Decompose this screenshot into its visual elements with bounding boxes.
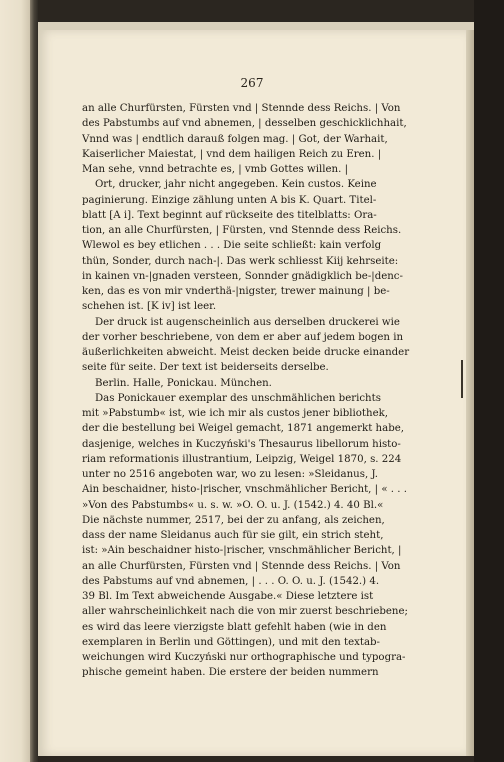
text-line: aller wahrscheinlichkeit nach die von mir zuerst beschriebene; [82, 606, 408, 618]
text-line: schehen ist. [K iv] ist leer. [82, 301, 217, 313]
page-top-edge [38, 22, 474, 30]
text-line: unter no 2516 angeboten war, wo zu lesen: »Sleidanus, J. [82, 469, 378, 480]
text-line: ist: »Ain beschaidner histo-|rischer, vnschmählicher Bericht, | [82, 545, 402, 557]
text-line: es wird das leere vierzigste blatt gefehlt haben (wie in den [82, 621, 387, 633]
text-line: Ain beschaidner, histo-|rischer, vnschmählicher Bericht, | « . . . [82, 484, 407, 496]
text-line: der die bestellung bei Weigel gemacht, 1871 angemerkt habe, [82, 423, 404, 435]
text-line: 39 Bl. Im Text abweichende Ausgabe.« Diese letztere ist [82, 591, 374, 602]
text-line: des Pabstums auf vnd abnemen, | . . . O. O. u. J. (1542.) 4. [82, 575, 380, 587]
text-line: Berlin. Halle, Ponickau. München. [82, 377, 272, 389]
text-line: dasjenige, welches in Kuczyński's Thesaurus libellorum histo- [82, 438, 401, 450]
text-line: in kainen vn-|gnaden versteen, Sonnder gnädigklich be-|denc- [82, 270, 403, 282]
text-line: mit »Pabstumb« ist, wie ich mir als custos jener bibliothek, [82, 408, 389, 419]
margin-pencil-mark [461, 360, 463, 398]
text-line: des Pabstumbs auf vnd abnemen, | desselben geschicklichhait, [82, 118, 407, 130]
text-line: blatt [A i]. Text beginnt auf rückseite des titelblatts: Ora- [82, 209, 377, 221]
text-line: Der druck ist augenscheinlich aus derselben druckerei wie [82, 316, 400, 328]
text-line: an alle Churfürsten, Fürsten vnd | Stennde dess Reichs. | Von [82, 103, 401, 114]
text-line: thün, Sonder, durch nach-|. Das werk schliesst Kiij kehrseite: [82, 255, 399, 267]
text-line: Vnnd was | endtlich darauß folgen mag. | Got, der Warhait, [82, 133, 388, 145]
text-line: der vorher beschriebene, von dem er aber auf jedem bogen in [82, 331, 404, 343]
text-line: seite für seite. Der text ist beiderseits derselbe. [82, 362, 329, 374]
text-line: Die nächste nummer, 2517, bei der zu anfang, als zeichen, [82, 514, 385, 526]
text-line: Wlewol es bey etlichen . . . Die seite schließt: kain verfolg [82, 240, 382, 252]
text-line: Das Ponickauer exemplar des unschmählichen berichts [82, 392, 381, 404]
left-page-edge [0, 0, 30, 762]
book-gutter [30, 0, 38, 762]
book-page [38, 30, 466, 756]
text-line: tion, an alle Churfürsten, | Fürsten, vnd Stennde dess Reichs. [82, 225, 402, 236]
page-stack-edge [466, 30, 474, 756]
text-line: an alle Churfürsten, Fürsten vnd | Stennde dess Reichs. | Von [82, 560, 401, 572]
text-line: Kaiserlicher Maiestat, | vnd dem hailigen Reich zu Eren. | [82, 148, 382, 160]
text-line: Man sehe, vnnd betrachte es, | vmb Gottes willen. | [82, 164, 349, 175]
text-line: dass der name Sleidanus auch für sie gilt, ein strich steht, [82, 530, 384, 541]
text-line: Ort, drucker, jahr nicht angegeben. Kein custos. Keine [82, 179, 377, 191]
text-line: weichungen wird Kuczyński nur orthographische und typogra- [82, 652, 406, 663]
text-line: äußerlichkeiten abweicht. Meist decken beide drucke einander [82, 347, 410, 358]
page-body-text [82, 101, 442, 681]
text-line: exemplaren in Berlin und Göttingen), und mit den textab- [82, 636, 380, 648]
page-number: 267 [240, 76, 264, 90]
text-line: riam reformationis illustrantium, Leipzig, Weigel 1870, s. 224 [82, 453, 402, 465]
text-line: phische gemeint haben. Die erstere der beiden nummern [82, 667, 379, 679]
text-line: ken, das es von mir vnderthä-|nigster, trewer mainung | be- [82, 286, 390, 297]
scan-background [474, 0, 504, 762]
text-line: paginierung. Einzige zählung unten A bis K. Quart. Titel- [82, 194, 377, 206]
text-line: »Von des Pabstumbs« u. s. w. »O. O. u. J. (1542.) 4. 40 Bl.« [82, 499, 384, 511]
